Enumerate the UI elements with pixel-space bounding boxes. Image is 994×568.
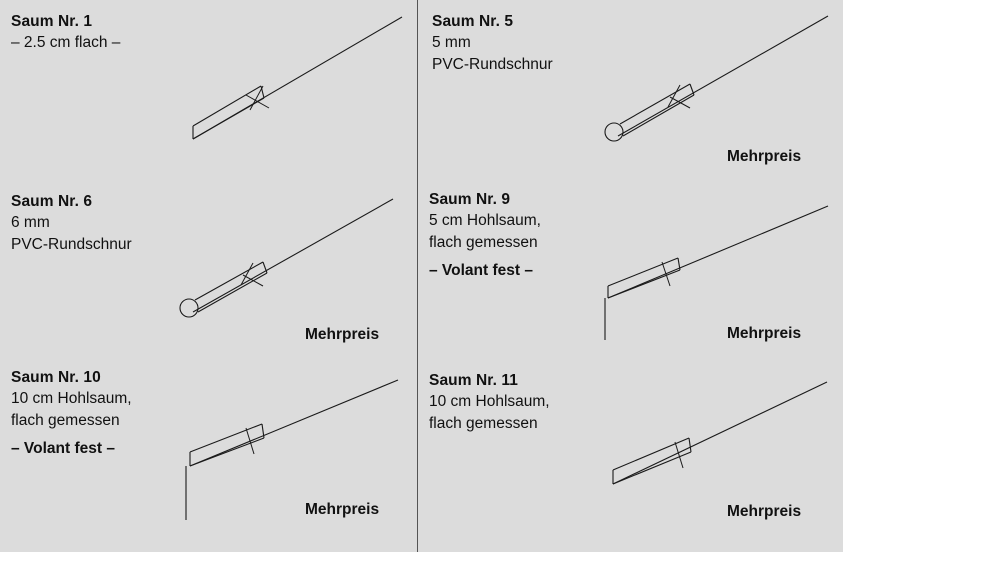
item-saum-1 — [11, 12, 120, 54]
item-saum-9 — [429, 190, 541, 282]
mehrpreis-label: Mehrpreis — [305, 501, 380, 518]
item-saum-6 — [11, 192, 132, 256]
item-line: flach gemessen — [11, 412, 120, 430]
mehrpreis-label: Mehrpreis — [727, 325, 802, 342]
mehrpreis-label: Mehrpreis — [727, 503, 802, 520]
item-line: 10 cm Hohlsaum, — [429, 393, 550, 411]
item-volant: – Volant fest – — [11, 440, 115, 458]
item-title: Saum Nr. 10 — [11, 369, 101, 386]
mehrpreis-label: Mehrpreis — [727, 148, 802, 165]
item-line: 5 mm — [432, 34, 471, 52]
drawing-saum-11 — [605, 376, 835, 496]
item-saum-5 — [432, 12, 553, 76]
item-saum-10 — [11, 368, 132, 460]
drawing-saum-1 — [190, 14, 410, 144]
mehrpreis-label: Mehrpreis — [305, 326, 380, 343]
drawing-saum-5 — [600, 14, 835, 149]
item-saum-11 — [429, 371, 550, 435]
item-title: Saum Nr. 9 — [429, 191, 511, 208]
item-line: 10 cm Hohlsaum, — [11, 390, 132, 408]
item-title: Saum Nr. 1 — [11, 13, 93, 30]
item-title: Saum Nr. 5 — [432, 13, 514, 30]
item-line: flach gemessen — [429, 234, 538, 252]
item-volant: – Volant fest – — [429, 262, 533, 280]
item-line: PVC-Rundschnur — [11, 236, 132, 254]
item-line: 6 mm — [11, 214, 50, 232]
column-divider — [417, 0, 418, 552]
drawing-saum-6 — [175, 196, 400, 321]
drawing-saum-9 — [600, 200, 835, 345]
item-line: 5 cm Hohlsaum, — [429, 212, 541, 230]
item-line: PVC-Rundschnur — [432, 56, 553, 74]
item-line: – 2.5 cm flach – — [11, 34, 121, 52]
item-line: flach gemessen — [429, 415, 538, 433]
item-title: Saum Nr. 6 — [11, 193, 93, 210]
item-title: Saum Nr. 11 — [429, 372, 518, 389]
